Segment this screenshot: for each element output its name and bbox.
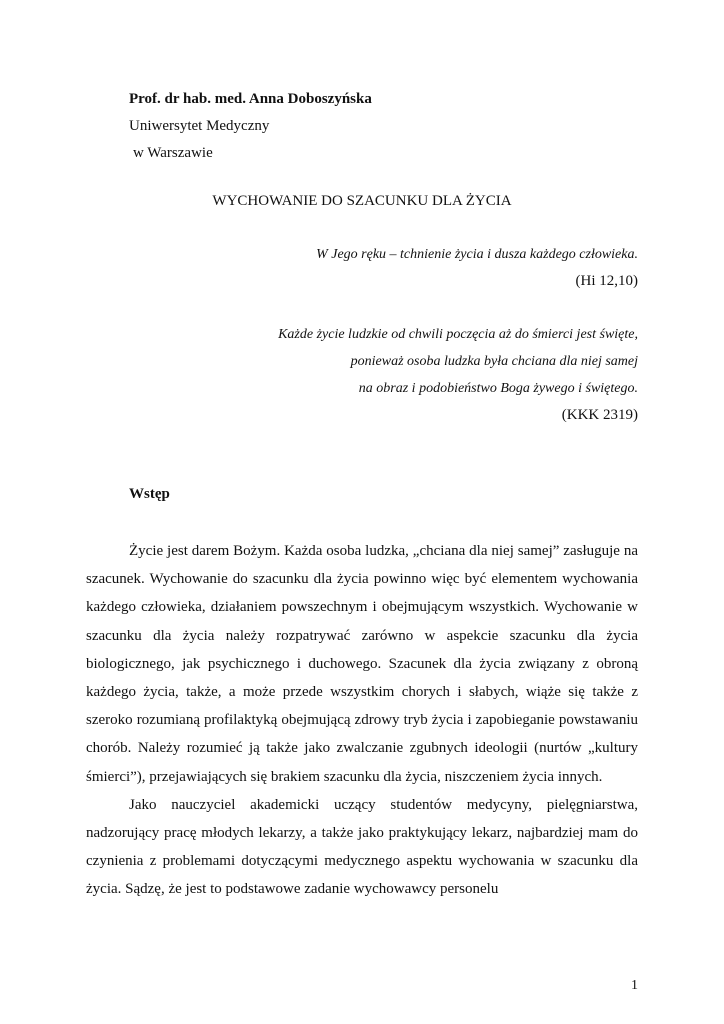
section-heading: Wstęp [129, 486, 170, 502]
epigraph-1-line-1: W Jego ręku – tchnienie życia i dusza każdego człowieka. [316, 247, 638, 262]
paragraph-2: Jako nauczyciel akademicki uczący studentów medycyny, pielęgniarstwa, nadzorujący pracę młodych lekarzy, a także jako praktykujący lekarz, najbardziej mam do czynienia z problemami dotyczącymi medycznego aspektu wychowania w szacunku dla życia. Sądzę, że jest to podstawowe zadanie wychowawcy personelu [86, 796, 638, 898]
epigraph-2-line-2: ponieważ osoba ludzka była chciana dla niej samej [350, 354, 638, 369]
paragraph-1: Życie jest darem Bożym. Każda osoba ludzka, „chciana dla niej samej” zasługuje na szacunek. Wychowanie do szacunku dla życia powinno więc być elementem wychowania każdego człowieka, działaniem powszechnym i obejmującym wszystkich. Wychowanie w szacunku dla życia należy rozpatrywać zarówno w aspekcie szacunku dla życia biologicznego, jak psychicznego i duchowego. Szacunek dla życia związany z obroną każdego życia, także, a może przede wszystkim chorych i słabych, wiąże się także z szeroko rozumianą profilaktyką obejmującą zdrowy tryb życia i zapobieganie powstawaniu chorób. Należy rozumieć ją także jako zwalczanie zgubnych ideologii (nurtów „kultury śmierci”), przejawiających się brakiem szacunku dla życia, niszczeniem życia innych. [86, 543, 638, 785]
author-block [129, 86, 372, 167]
author-name: Prof. dr hab. med. Anna Doboszyńska [129, 91, 372, 107]
epigraph-2-line-3: na obraz i podobieństwo Boga żywego i świętego. [358, 381, 638, 396]
epigraph-2-reference: (KKK 2319) [561, 407, 638, 423]
author-affiliation-line1: Uniwersytet Medyczny [129, 118, 270, 134]
epigraph-2 [278, 321, 638, 429]
page-number: 1 [631, 978, 638, 993]
document-title: WYCHOWANIE DO SZACUNKU DLA ŻYCIA [212, 193, 512, 209]
author-affiliation-line2: w Warszawie [133, 145, 213, 161]
epigraph-2-line-1: Każde życie ludzkie od chwili poczęcia aż do śmierci jest święte, [278, 327, 638, 342]
epigraph-1-reference: (Hi 12,10) [575, 273, 638, 289]
body-text [86, 537, 638, 904]
epigraph-1 [316, 241, 638, 295]
